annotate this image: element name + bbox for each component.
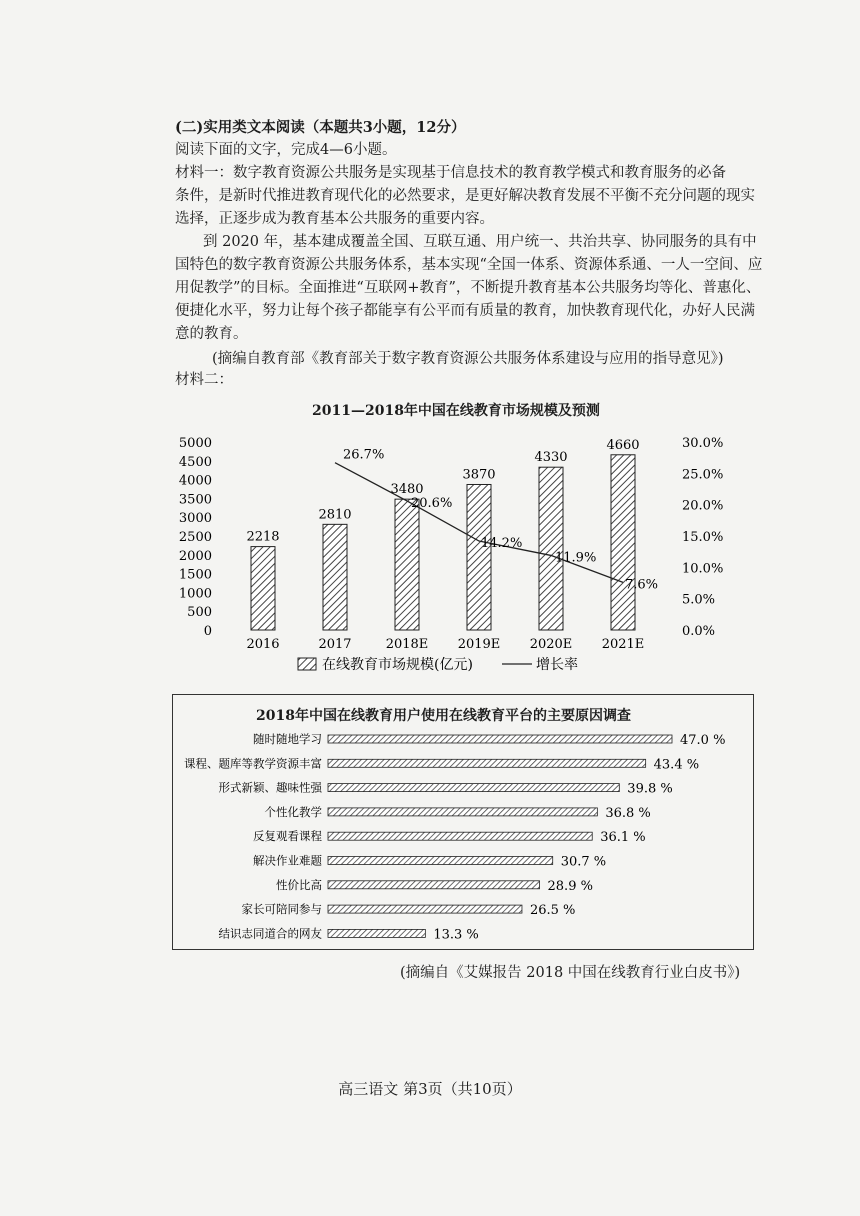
reason-value-label: 13.3 % (433, 927, 479, 942)
material1-line: 材料一：数字教育资源公共服务是实现基于信息技术的教育教学模式和教育服务的必备 (175, 165, 726, 181)
reason-label: 家长可陪同参与 (241, 902, 322, 917)
x-tick-label: 2018E (385, 637, 429, 652)
material2-source: (摘编自《艾媒报告 2018 中国在线教育行业白皮书》) (400, 965, 741, 981)
y-right-tick-label: 20.0% (682, 498, 724, 514)
y-left-tick-label: 2000 (178, 548, 212, 564)
y-left-tick-label: 3500 (178, 492, 212, 508)
material1-line: 用促教学”的目标。全面推进“互联网+教育”，不断提升教育基本公共服务均等化、普惠化、 (175, 280, 761, 296)
y-left-tick-label: 3000 (178, 511, 212, 527)
bar-value-label: 4330 (534, 450, 568, 466)
reason-label: 解决作业难题 (253, 853, 322, 868)
y-left-tick-label: 2500 (178, 530, 212, 545)
reason-label: 性价比高 (276, 877, 322, 892)
y-right-tick-label: 5.0% (682, 592, 716, 608)
reason-label: 随时随地学习 (253, 732, 322, 746)
reason-value-label: 30.7 % (560, 854, 607, 870)
material1-line: 国特色的数字教育资源公共服务体系，基本实现“全国一体系、资源体系通、一人一空间、应 (175, 257, 763, 273)
reason-value-label: 39.8 % (627, 781, 673, 797)
section-title: (二)实用类文本阅读（本题共3小题，12分） (175, 119, 466, 136)
y-left-tick-label: 0 (203, 624, 212, 639)
material1-line: 条件，是新时代推进教育现代化的必然要求，是更好解决教育发展不平衡不充分问题的现实 (175, 188, 755, 204)
y-right-tick-label: 0.0% (682, 624, 716, 639)
bar (251, 547, 275, 630)
x-tick-label: 2017 (318, 637, 352, 652)
y-left-tick-label: 5000 (178, 436, 212, 451)
x-tick-label: 2020E (529, 637, 573, 652)
reason-value-label: 28.9 % (547, 878, 593, 894)
x-tick-label: 2016 (246, 637, 280, 652)
y-left-tick-label: 500 (187, 605, 212, 621)
x-tick-label: 2021E (601, 637, 645, 652)
reason-label: 反复观看课程 (253, 829, 322, 844)
reason-value-label: 43.4 % (653, 757, 700, 773)
instruction: 阅读下面的文字，完成4—6小题。 (175, 142, 397, 158)
bar-value-label: 2810 (318, 507, 352, 523)
chart1-title: 2011—2018年中国在线教育市场规模及预测 (312, 403, 600, 419)
y-right-tick-label: 25.0% (682, 467, 724, 483)
bar (395, 499, 419, 630)
reason-value-label: 36.8 % (605, 805, 651, 821)
bar-value-label: 4660 (606, 437, 640, 453)
bar-value-label: 3480 (390, 482, 424, 498)
material1-source: (摘编自教育部《教育部关于数字教育资源公共服务体系建设与应用的指导意见》) (212, 351, 724, 367)
reason-label: 结识志同道合的网友 (218, 926, 322, 941)
bar (539, 467, 563, 630)
reason-value-label: 36.1 % (600, 830, 646, 846)
reason-value-label: 47.0 % (680, 733, 726, 748)
growth-rate-label: 20.6% (411, 495, 453, 511)
material2-label: 材料二： (175, 372, 233, 388)
y-right-tick-label: 30.0% (682, 436, 724, 451)
legend-bar-swatch (298, 658, 316, 670)
reason-bar (328, 735, 672, 743)
market-size-chart (170, 420, 730, 682)
bar (467, 484, 491, 630)
reason-label: 课程、题库等教学资源丰富 (184, 756, 322, 771)
bar-value-label: 3870 (462, 467, 496, 483)
bar-value-label: 2218 (246, 529, 280, 545)
legend-line-label: 增长率 (536, 657, 578, 673)
growth-rate-label: 11.9% (555, 550, 597, 566)
material1-line: 意的教育。 (175, 326, 248, 342)
reason-bar (328, 929, 425, 937)
material1-line: 选择，正逐步成为教育基本公共服务的重要内容。 (175, 211, 494, 227)
growth-rate-label: 14.2% (481, 536, 523, 552)
bar (611, 455, 635, 630)
reason-bar (328, 881, 540, 889)
reasons-chart (172, 722, 752, 942)
y-left-tick-label: 1000 (178, 586, 212, 602)
y-right-tick-label: 10.0% (682, 561, 724, 577)
reason-value-label: 26.5 % (529, 903, 576, 919)
y-left-tick-label: 1500 (178, 567, 212, 583)
reason-bar (328, 784, 619, 792)
bar (323, 524, 347, 630)
reason-bar (328, 905, 522, 913)
material1-line: 便捷化水平，努力让每个孩子都能享有公平而有质量的教育，加快教育现代化，办好人民满 (175, 303, 755, 319)
y-left-tick-label: 4000 (178, 473, 212, 489)
y-left-tick-label: 4500 (178, 454, 212, 470)
x-tick-label: 2019E (457, 637, 501, 652)
reason-bar (328, 808, 597, 816)
chart2-title: 2018年中国在线教育用户使用在线教育平台的主要原因调查 (256, 708, 631, 724)
growth-rate-label: 26.7% (343, 447, 385, 463)
reason-bar (328, 857, 553, 865)
legend-bar-label: 在线教育市场规模(亿元) (322, 657, 473, 673)
material1-line: 到 2020 年，基本建成覆盖全国、互联互通、用户统一、共治共享、协同服务的具有中 (203, 234, 757, 250)
reason-bar (328, 832, 592, 840)
y-right-tick-label: 15.0% (682, 530, 724, 545)
reason-label: 个性化教学 (264, 804, 322, 819)
reason-bar (328, 759, 646, 767)
reason-label: 形式新颖、趣味性强 (218, 780, 322, 795)
growth-rate-label: 7.6% (625, 577, 659, 593)
page-footer: 高三语文 第3页（共10页） (338, 1080, 522, 1098)
